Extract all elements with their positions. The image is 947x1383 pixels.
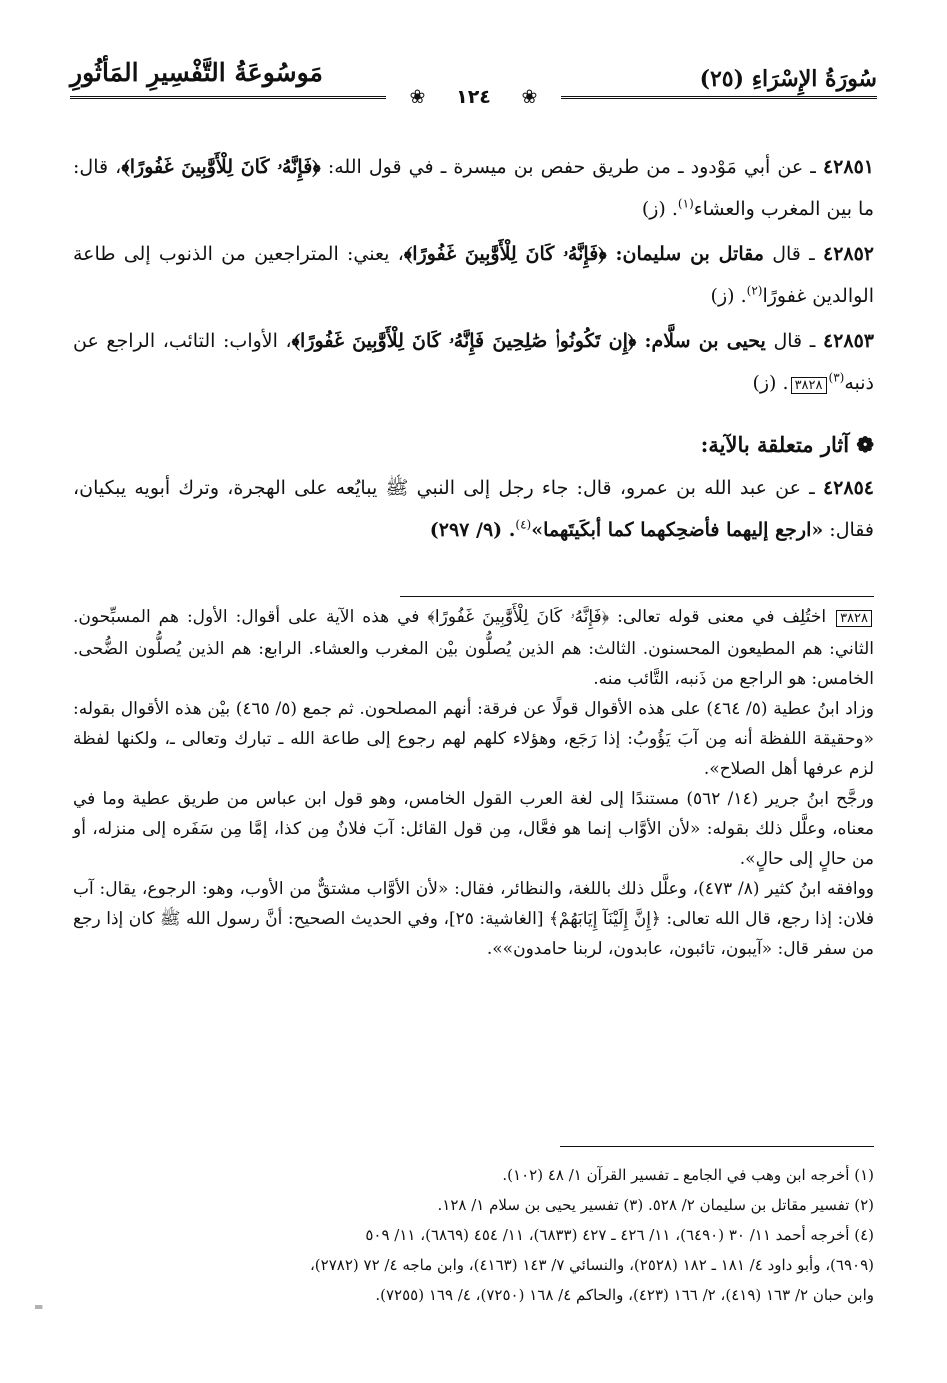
note-number-box: ٣٨٢٨	[836, 610, 872, 627]
entry-number: ٤٢٨٥٤	[822, 477, 874, 499]
surah-label: سُورَةُ الإِسْرَاءِ (٢٥)	[699, 66, 877, 92]
entry-number: ٤٢٨٥١	[822, 156, 874, 178]
main-text	[73, 146, 874, 554]
entry-42851: ٤٢٨٥١ ـ عن أبي مَوْدود ـ من طريق حفص بن ميسرة ـ في قول الله: ﴿فَإِنَّهُۥ كَانَ لِلْأَوَّٰبِينَ غَفُورًا﴾، قال: ما بين المغرب والعشاء$^{(١)}$. (ز)	[73, 156, 874, 220]
notes-separator	[400, 596, 874, 597]
footnote-line: (٢) تفسير مقاتل بن سليمان ٢/ ٥٢٨. (٣) تفسير يحيى بن سلام ١/ ١٢٨.	[437, 1196, 874, 1214]
entry-42854: ٤٢٨٥٤ ـ عن عبد الله بن عمرو، قال: جاء رجل إلى النبي ﷺ يبايُعه على الهجرة، وترك أبويه يبكيان، فقال: «ارجع إليهما فأضحِكهما كما أبكَيتَهما»$^{(٤)}$. (٩/ ٢٩٧)	[73, 477, 874, 541]
footnote-line: وابن حبان ٢/ ١٦٣ (٤١٩)، ٢/ ١٦٦ (٤٢٣)، والحاكم ٤/ ١٦٨ (٧٢٥٠)، ٤/ ١٦٩ (٧٢٥٥).	[375, 1286, 874, 1304]
page-header	[70, 58, 877, 120]
entry-number: ٤٢٨٥٢	[822, 243, 875, 265]
footnotes	[73, 1160, 874, 1310]
footnote-line: (٤) أخرجه أحمد ١١/ ٣٠ (٦٤٩٠)، ١١/ ٤٢٦ ـ ٤٢٧ (٦٨٣٣)، ١١/ ٤٥٤ (٦٨٦٩)، ١١/ ٥٠٩	[365, 1226, 874, 1244]
narrator-name: مقاتل بن سليمان:	[615, 243, 764, 265]
entry-42853: ٤٢٨٥٣ ـ قال يحيى بن سلَّام: ﴿إِن تَكُونُوا۟ صَٰلِحِينَ فَإِنَّهُۥ كَانَ لِلْأَوَّٰبِينَ غَفُورًا﴾، الأواب: التائب، الراجع عن ذنبه$^{(٣)}$٣٨٢٨. (ز)	[73, 330, 874, 394]
commentary-notes	[73, 602, 874, 964]
note-para-1: ٣٨٢٨ اختُلِف في معنى قوله تعالى: ﴿فَإِنَّهُۥ كَانَ لِلْأَوَّٰبِينَ غَفُورًا﴾ في هذه الآية على أقوال: الأول: هم المسبِّحون. الثاني: هم المطيعون المحسنون. الثالث: هم الذين يُصلُّون بيْن المغرب والعشاء. الرابع: هم الذين يُصلُّون الضُّحى. الخامس: هو الراجع من ذَنبه، التَّائب منه.	[73, 607, 874, 689]
note-para-2: وزاد ابنُ عطية (٥/ ٤٦٤) على هذه الأقوال قولًا عن فرقة: أنهم المصلحون. ثم جمع (٥/ ٤٦٥) بيْن هذه الأقوال بقوله: «وحقيقة اللفظة أنه مِن آبَ يَؤُوبُ: إذا رَجَع، وهؤلاء كلهم لهم رجوع إلى طاعة الله ـ تبارك وتعالى ـ، ولكنها لفظة لزم عرفها أهل الصلاح».	[73, 699, 874, 779]
flower-icon: ❁	[856, 432, 874, 457]
page-number: ١٢٤	[444, 86, 503, 108]
footnote-marker[interactable]: (٤)	[515, 517, 532, 532]
margin-mark: ═	[35, 1300, 43, 1314]
note-para-4: ووافقه ابنُ كثير (٨/ ٤٧٣)، وعلَّل ذلك باللغة، والنظائر، فقال: «لأن الأوَّاب مشتقٌّ من الأوب، وهو: الرجوع، يقال: آب فلان: إذا رجع، قال الله تعالى: ﴿إِنَّ إِلَيْنَآ إِيَابَهُمْ﴾ [الغاشية: ٢٥]، وفي الحديث الصحيح: أنَّ رسول الله ﷺ كان إذا رجع من سفر قال: «آيبون، تائبون، عابدون، لربنا حامدون»».	[73, 879, 874, 959]
footnote-line: (٦٩٠٩)، وأبو داود ٤/ ١٨١ ـ ١٨٢ (٢٥٢٨)، والنسائي ٧/ ١٤٣ (٤١٦٣)، وابن ماجه ٤/ ٧٢ (٢٧٨٢)،	[309, 1256, 874, 1274]
ornament-icon: ❀	[510, 86, 550, 108]
entry-42852: ٤٢٨٥٢ ـ قال مقاتل بن سليمان: ﴿فَإِنَّهُۥ كَانَ لِلْأَوَّٰبِينَ غَفُورًا﴾، يعني: المتراجعين من الذنوب إلى طاعة الوالدين غفورًا$^{(٢)}$. (ز)	[73, 243, 875, 307]
ornament-icon: ❀	[398, 86, 438, 108]
entry-number: ٤٢٨٥٣	[822, 330, 874, 352]
note-para-3: ورجَّح ابنُ جرير (١٤/ ٥٦٢) مستندًا إلى لغة العرب القول الخامس، وهو قول ابن عباس من طريق عطية وما في معناه، وعلَّل ذلك بقوله: «لأن الأوَّاب إنما هو فعَّال، مِن قول القائل: آبَ فلانٌ مِن كذا، إمَّا مِن سَفَره إلى منزله، أو من حالٍ إلى حالٍ».	[73, 789, 874, 869]
footnote-marker[interactable]: (٣)	[828, 370, 845, 385]
reference: . (٩/ ٢٩٧)	[429, 519, 516, 541]
hadith-quote: «ارجع إليهما فأضحِكهما كما أبكَيتَهما»	[531, 519, 824, 541]
narrator-name: يحيى بن سلَّام:	[644, 330, 766, 352]
note-reference-box[interactable]: ٣٨٢٨	[791, 377, 827, 394]
footnote-marker[interactable]: (٢)	[746, 283, 763, 298]
footnote-marker[interactable]: (١)	[677, 196, 694, 211]
section-heading: ❁ آثار متعلقة بالآية:	[700, 432, 874, 457]
footnotes-separator	[560, 1146, 874, 1147]
quran-verse: ﴿فَإِنَّهُۥ كَانَ لِلْأَوَّٰبِينَ غَفُورًا﴾	[121, 156, 321, 178]
footnote-line: (١) أخرجه ابن وهب في الجامع ـ تفسير القرآن ١/ ٤٨ (١٠٢).	[502, 1166, 874, 1184]
book-title: مَوسُوعَةُ التَّفْسِيرِ المَأثُورِ	[70, 58, 323, 87]
quran-verse: ﴿إِن تَكُونُوا۟ صَٰلِحِينَ فَإِنَّهُۥ كَانَ لِلْأَوَّٰبِينَ غَفُورًا﴾	[291, 330, 645, 352]
page-number-box	[386, 86, 562, 108]
quran-verse: ﴿فَإِنَّهُۥ كَانَ لِلْأَوَّٰبِينَ غَفُورًا﴾	[403, 243, 616, 265]
